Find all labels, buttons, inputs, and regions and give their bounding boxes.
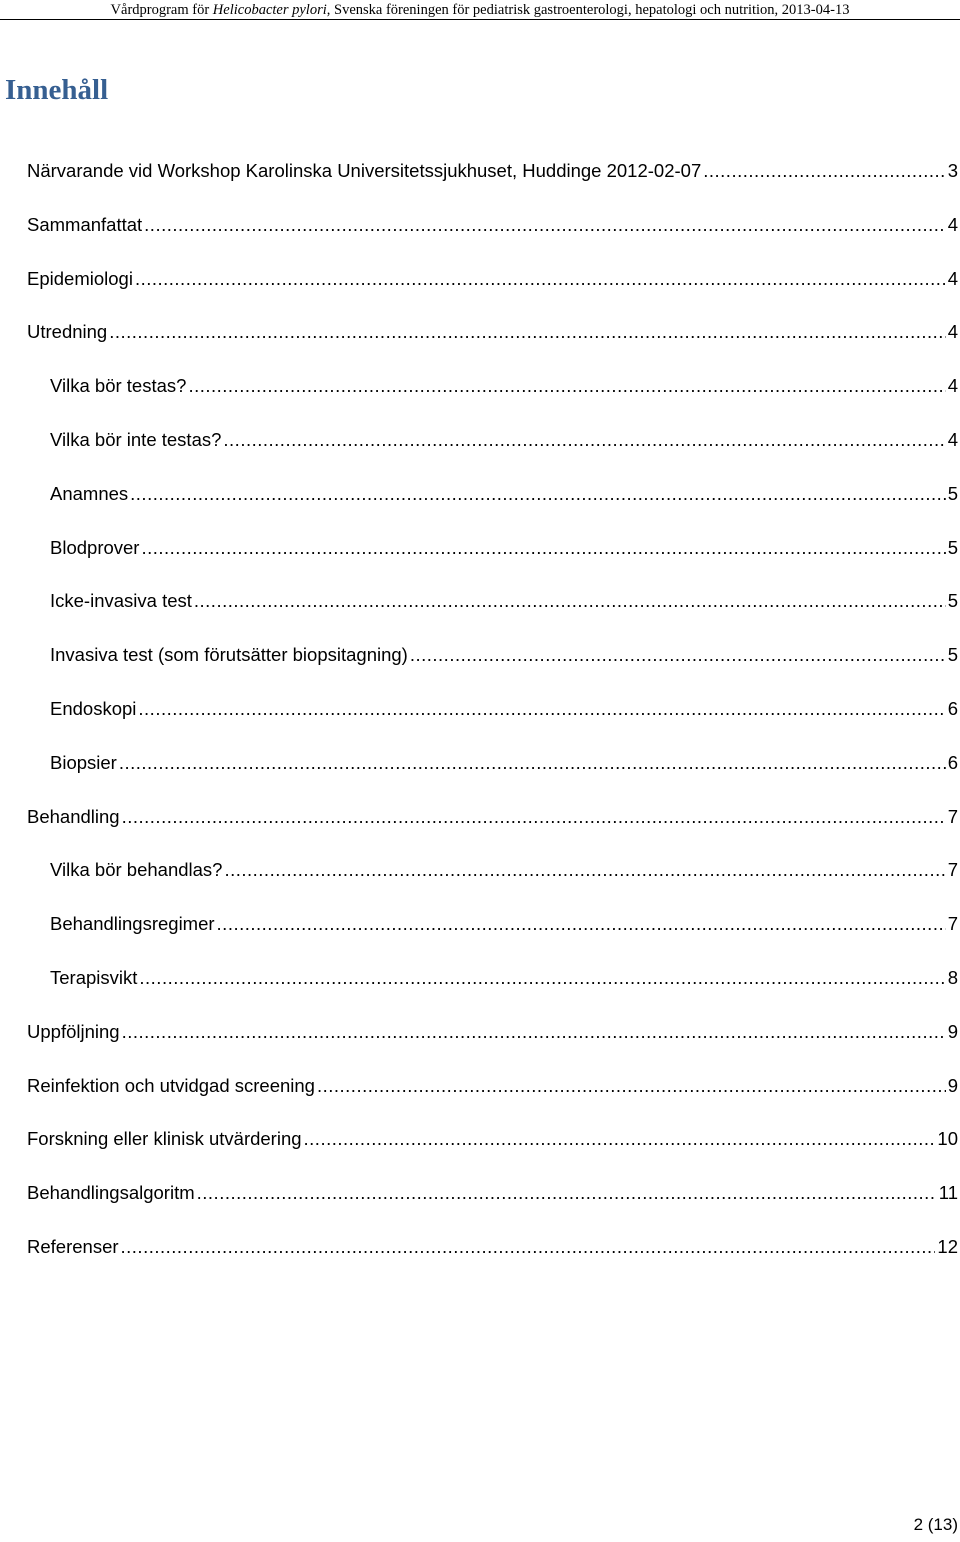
toc-entry[interactable]	[50, 586, 958, 616]
toc-entry-label: Behandling	[27, 806, 120, 827]
toc-entry-page: 7	[947, 859, 958, 880]
toc-entry-label: Referenser	[27, 1236, 119, 1257]
toc-entry-label: Invasiva test (som förutsätter biopsitagning)	[50, 644, 408, 665]
toc-entry[interactable]	[27, 1178, 958, 1208]
toc-entry-label: Utredning	[27, 321, 108, 342]
toc-entry-page: 5	[947, 537, 958, 558]
toc-entry-page: 4	[947, 375, 958, 396]
toc-dot-leader	[304, 1124, 936, 1154]
toc-dot-leader	[188, 371, 945, 401]
toc-entry-page: 9	[947, 1021, 958, 1042]
toc-entry-page: 4	[947, 429, 958, 450]
toc-entry[interactable]	[50, 855, 958, 885]
toc-entry[interactable]	[50, 533, 958, 563]
toc-dot-leader	[197, 1178, 937, 1208]
toc-title: Innehåll	[5, 74, 109, 106]
header-suffix: , Svenska föreningen för pediatrisk gastroenterologi, hepatologi och nutrition, 2013-04-13	[326, 2, 850, 18]
toc-entry[interactable]	[27, 264, 958, 294]
toc-entry[interactable]	[50, 963, 958, 993]
toc-entry-page: 5	[947, 644, 958, 665]
toc-entry-label: Vilka bör behandlas?	[50, 859, 223, 880]
toc-entry[interactable]	[50, 694, 958, 724]
toc-entry-label: Vilka bör inte testas?	[50, 429, 222, 450]
toc-dot-leader	[703, 156, 945, 186]
toc-entry-label: Närvarande vid Workshop Karolinska Universitetssjukhuset, Huddinge 2012-02-07	[27, 160, 702, 181]
toc-entry-page: 5	[947, 483, 958, 504]
toc-entry-label: Icke-invasiva test	[50, 590, 192, 611]
toc-entry[interactable]	[27, 1232, 958, 1262]
toc-entry-page: 6	[947, 698, 958, 719]
toc-entry-label: Vilka bör testas?	[50, 375, 187, 396]
toc-entry-label: Behandlingsalgoritm	[27, 1182, 195, 1203]
toc-dot-leader	[217, 909, 946, 939]
toc-entry[interactable]	[50, 371, 958, 401]
header-prefix: Vårdprogram för	[110, 2, 213, 18]
toc-dot-leader	[223, 425, 945, 455]
toc-entry[interactable]	[27, 1071, 958, 1101]
toc-entry-page: 4	[947, 268, 958, 289]
toc-entry-page: 8	[947, 967, 958, 988]
toc-dot-leader	[139, 963, 945, 993]
toc-dot-leader	[122, 1017, 946, 1047]
toc-dot-leader	[122, 802, 946, 832]
toc-entry-label: Biopsier	[50, 752, 117, 773]
toc-entry[interactable]	[50, 640, 958, 670]
toc-entry-label: Blodprover	[50, 537, 140, 558]
toc-entry-page: 12	[937, 1236, 958, 1257]
toc-entry-page: 7	[947, 913, 958, 934]
toc-dot-leader	[135, 264, 946, 294]
toc-dot-leader	[119, 748, 946, 778]
toc-entry[interactable]	[27, 156, 958, 186]
toc-entry[interactable]	[27, 1124, 958, 1154]
toc-dot-leader	[224, 855, 945, 885]
header-species-name: Helicobacter pylori	[212, 2, 327, 18]
toc-entry-page: 11	[938, 1182, 958, 1203]
toc-dot-leader	[317, 1071, 946, 1101]
toc-dot-leader	[144, 210, 946, 240]
toc-dot-leader	[109, 317, 945, 347]
toc-entry[interactable]	[27, 1017, 958, 1047]
toc-entry[interactable]	[27, 802, 958, 832]
toc-entry[interactable]	[27, 210, 958, 240]
toc-dot-leader	[410, 640, 946, 670]
page-number: 2 (13)	[913, 1515, 958, 1534]
toc-entry-page: 5	[947, 590, 958, 611]
toc-dot-leader	[141, 533, 945, 563]
toc-entry-page: 4	[947, 214, 958, 235]
toc-entry-label: Anamnes	[50, 483, 129, 504]
toc-entry-label: Behandlingsregimer	[50, 913, 215, 934]
toc-dot-leader	[138, 694, 945, 724]
toc-entry-page: 6	[947, 752, 958, 773]
toc-entry[interactable]	[50, 748, 958, 778]
toc-dot-leader	[130, 479, 946, 509]
toc-dot-leader	[194, 586, 946, 616]
toc-entry[interactable]	[50, 479, 958, 509]
toc-entry-page: 10	[937, 1128, 958, 1149]
toc-entry-page: 9	[947, 1075, 958, 1096]
toc-entry-label: Forskning eller klinisk utvärdering	[27, 1128, 302, 1149]
toc-entry-label: Sammanfattat	[27, 214, 143, 235]
toc-entry[interactable]	[50, 425, 958, 455]
toc-entry-label: Endoskopi	[50, 698, 137, 719]
toc-entry-label: Terapisvikt	[50, 967, 138, 988]
toc-entry-page: 7	[947, 806, 958, 827]
toc-entry-page: 4	[947, 321, 958, 342]
toc-entry[interactable]	[27, 317, 958, 347]
toc-dot-leader	[121, 1232, 936, 1262]
toc-entry-label: Uppföljning	[27, 1021, 120, 1042]
toc-entry-page: 3	[947, 160, 958, 181]
toc-entry[interactable]	[50, 909, 958, 939]
toc-entry-label: Epidemiologi	[27, 268, 133, 289]
toc-entry-label: Reinfektion och utvidgad screening	[27, 1075, 315, 1096]
